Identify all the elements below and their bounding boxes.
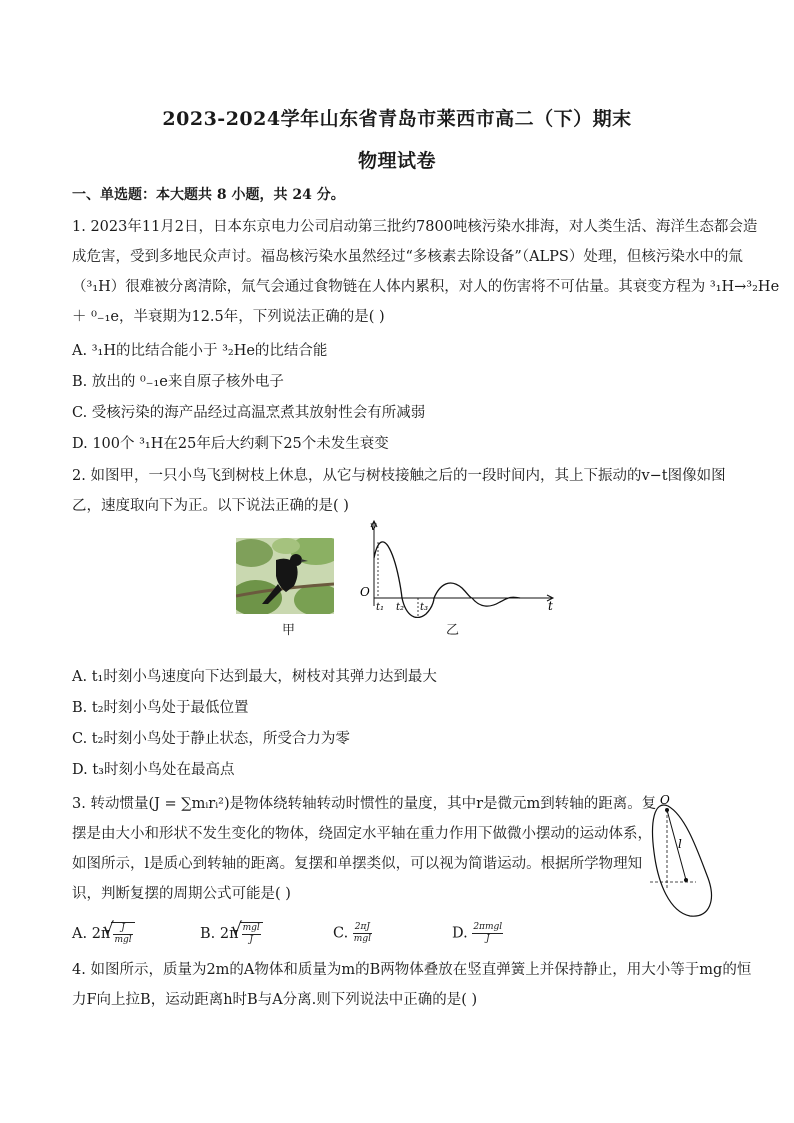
q2-option-d: D. t₃时刻小鸟处在最高点 [72, 762, 235, 778]
q3-option-b [200, 922, 263, 946]
pendulum-body [653, 805, 712, 916]
q3-option-c-denominator: mgl [353, 934, 371, 944]
center-of-mass-point [684, 878, 688, 882]
q1-option-a: A. ³₁H的比结合能小于 ³₂He的比结合能 [72, 343, 328, 359]
bird-photo [236, 538, 334, 614]
q3-line-1: 3. 转动惯量(J = ∑mᵢrᵢ²)是物体绕转轴转动时惯性的量度，其中r是微元m到转轴的距离。复 [72, 796, 657, 812]
q4-line-1: 4. 如图所示，质量为2m的A物体和质量为m的B两物体叠放在竖直弹簧上并保持静止，用大小等于mg的恒 [72, 962, 752, 978]
q3-line-4: 识，判断复摆的周期公式可能是( ) [72, 886, 291, 902]
q2-option-a: A. t₁时刻小鸟速度向下达到最大，树枝对其弹力达到最大 [72, 669, 437, 685]
t-axis-label: t [548, 599, 553, 613]
vt-graph [350, 518, 565, 618]
q3-option-b-prefix: B. 2π [200, 926, 239, 942]
q2-line-2: 乙，速度取向下为正。以下说法正确的是( ) [72, 498, 349, 514]
q3-line-2: 摆是由大小和形状不发生变化的物体，绕固定水平轴在重力作用下做微小摆动的运动体系， [72, 826, 652, 842]
q2-option-b: B. t₂时刻小鸟处于最低位置 [72, 700, 249, 716]
v-axis-label: v [370, 519, 377, 533]
q3-option-a-numerator: √ J [113, 923, 132, 935]
origin-label: O [360, 585, 370, 599]
t1-label: t₁ [376, 602, 385, 613]
q3-option-c-prefix: C. [333, 925, 349, 942]
q1-line-2: 成危害，受到多地民众声讨。福岛核污染水虽然经过“多核素去除设备”（ALPS）处理，但核污染水中的氚 [72, 249, 743, 265]
figure-label-yi: 乙 [446, 623, 460, 638]
pivot-label: O [660, 793, 670, 807]
q3-option-a-sqrt [111, 922, 134, 946]
q1-option-c: C. 受核污染的海产品经过高温烹煮其放射性会有所减弱 [72, 405, 426, 421]
figure-label-jia: 甲 [282, 623, 296, 638]
q1-option-d: D. 100个 ³₁H在25年后大约剩下25个未发生衰变 [72, 436, 389, 452]
q3-option-d-denominator: J [485, 934, 490, 944]
q3-option-c-numerator: 2πJ [354, 922, 371, 932]
q3-option-d-prefix: D. [452, 925, 468, 942]
t3-label: t₃ [420, 602, 429, 613]
q2-line-1: 2. 如图甲，一只小鸟飞到树枝上休息，从它与树枝接触之后的一段时间内，其上下振动的v−t图像如图 [72, 468, 726, 484]
q3-option-b-sqrt [240, 922, 263, 946]
q3-option-c [333, 922, 372, 945]
length-label: l [678, 837, 682, 851]
q1-line-4: ＋ ⁰₋₁e，半衰期为12.5年，下列说法正确的是( ) [72, 309, 385, 325]
q3-line-3: 如图所示，l是质心到转轴的距离。复摆和单摆类似，可以视为简谐运动。根据所学物理知 [72, 856, 643, 872]
q1-line-1: 1. 2023年11月2日，日本东京电力公司启动第三批约7800吨核污染水排海，对人类生活、海洋生态都会造 [72, 219, 758, 235]
pivot-to-center-line [667, 810, 686, 880]
q3-option-d-numerator: 2πmgl [473, 922, 503, 932]
exam-title: 2023-2024学年山东省青岛市莱西市高二（下）期末 [162, 108, 632, 130]
q4-line-2: 力F向上拉B，运动距离h时B与A分离.则下列说法中正确的是( ) [72, 992, 478, 1008]
t2-label: t₂ [396, 602, 405, 613]
q3-option-b-denominator: J [249, 935, 254, 945]
exam-subtitle: 物理试卷 [357, 150, 436, 172]
q1-line-3: （³₁H）很难被分离清除，氚气会通过食物链在人体内累积，对人的伤害将不可估量。其衰变方程为 ³₁H→³₂He [72, 279, 780, 295]
q1-option-b: B. 放出的 ⁰₋₁e来自原子核外电子 [72, 374, 284, 390]
q3-option-a-prefix: A. 2π [72, 926, 111, 942]
q3-option-b-numerator: √ mgl [242, 923, 260, 933]
bird-photo-image [236, 538, 334, 614]
q3-option-a-denominator: mgl [114, 935, 132, 945]
section-heading: 一、单选题：本大题共 8 小题，共 24 分。 [72, 187, 345, 203]
q2-option-c: C. t₂时刻小鸟处于静止状态，所受合力为零 [72, 731, 350, 747]
q3-option-d [452, 922, 503, 945]
compound-pendulum-figure [640, 792, 720, 922]
q3-option-a [72, 922, 135, 946]
